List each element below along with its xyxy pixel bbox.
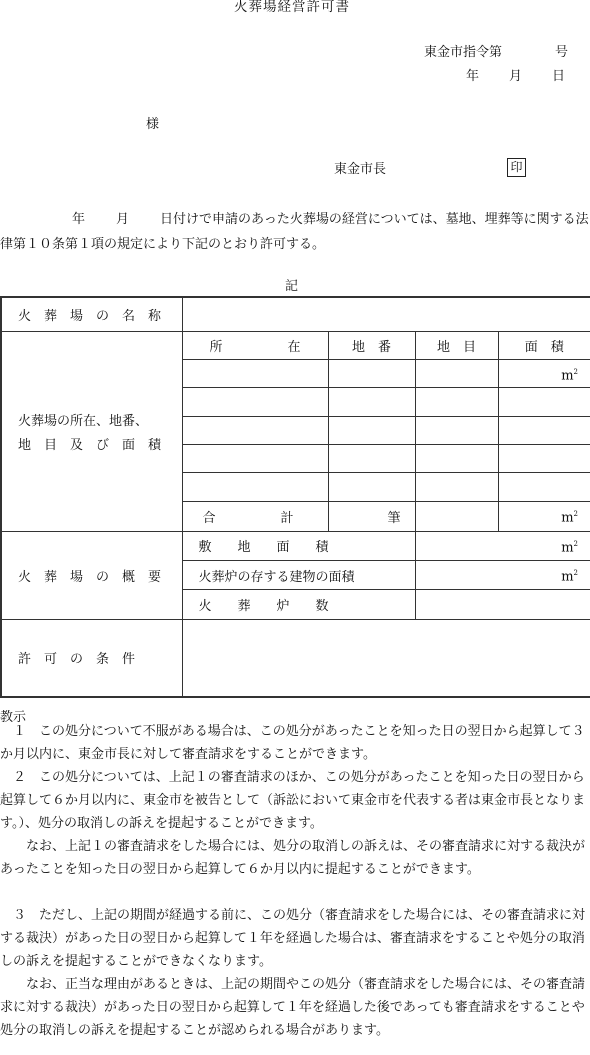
name-label: 火 葬 場 の 名 称 [1,297,182,331]
col-category-header: 地 目 [415,331,498,359]
instructions-heading: 教示 [0,710,27,725]
location-cell [182,444,328,472]
total-category-cell [415,501,498,531]
issuer: 東金市長 [334,162,387,177]
instruction-item-2-note: なお、上記１の審査請求をした場合には、処分の取消しの訴えは、その審査請求に対する裁決があったことを知った日の翌日から起算して６か月以内に提起することができます。 [0,839,586,877]
site-area-label: 敷 地 面 積 [182,531,415,560]
area-unit: $m^2$ [498,360,590,388]
date-day: 日 [552,69,566,84]
location-cell [182,473,328,501]
issue-date [466,70,565,83]
conditions-value [182,619,590,697]
building-area-unit: $m^2$ [415,561,590,590]
conditions-label: 許 可 の 条 件 [1,619,182,697]
site-area-unit: $m^2$ [415,531,590,560]
location-label [1,331,182,531]
document-number [424,45,569,60]
instruction-item-3-note: なお、正当な理由があるときは、上記の期間やこの処分（審査請求をした場合には、その審査請求に対する裁決）があった日の翌日から起算して１年を経過した後であっても審査請求をすることや処分の取消しの訴えを提起することが認められる場合があります。 [0,977,586,1038]
ki-heading: 記 [285,279,299,294]
category-cell [415,444,498,472]
location-cell [182,388,328,416]
instruction-item-1: １ この処分について不服がある場合は、この処分があったことを知った日の翌日から起算して３か月以内に、東金市長に対して審査請求をすることができます。 [0,724,585,762]
intro-month: 月 [116,212,130,227]
document-title: 火葬場経営許可書 [234,0,350,15]
date-year: 年 [466,69,480,84]
area-cell [498,444,590,472]
date-month: 月 [509,69,523,84]
name-value [182,297,590,331]
category-cell [415,416,498,444]
instruction-item-3: ３ ただし、上記の期間が経過する前に、この処分（審査請求をした場合には、その審査請求に対する裁決）があった日の翌日から起算して１年を経過した場合は、審査請求をすることや処分の取消しの訴えを提起することができなくなります。 [0,908,586,969]
overview-label: 火 葬 場 の 概 要 [1,531,182,619]
lot-cell [328,444,415,472]
total-area-unit: $m^2$ [498,501,590,531]
col-lot-header: 地 番 [328,331,415,359]
category-cell [415,360,498,388]
col-location-header: 所 在 [182,331,328,359]
area-cell [498,388,590,416]
total-unit: 筆 [328,501,415,531]
intro-text: 日付けで申請のあった火葬場の経営については、墓地、埋葬等に関する法律第１０条第１項の規定により下記のとおり許可する。 [0,212,589,252]
furnace-count-label: 火 葬 炉 数 [182,590,415,619]
lot-cell [328,388,415,416]
addressee-suffix: 様 [146,117,160,132]
intro-year: 年 [72,212,86,227]
category-cell [415,473,498,501]
instruction-item-2: ２ この処分については、上記１の審査請求のほか、この処分があったことを知った日の翌日から起算して６か月以内に、東金市を被告として（訴訟において東金市を代表する者は東金市長となります。）、処分の取消しの訴えを提起することができます。 [0,770,586,831]
location-cell [182,360,328,388]
location-label-line1: 火葬場の所在、地番、 [18,413,149,429]
document-number-label: 東金市指令第 [424,45,503,60]
lot-cell [328,360,415,388]
location-label-line2: 地 目 及 び 面 積 [18,437,162,453]
location-cell [182,416,328,444]
area-cell [498,416,590,444]
building-area-label: 火葬炉の存する建物の面積 [182,561,415,590]
area-cell [498,473,590,501]
lot-cell [328,416,415,444]
total-label: 合 計 [182,501,328,531]
furnace-count-value [415,590,590,619]
category-cell [415,388,498,416]
seal-stamp: 印 [507,158,526,177]
intro-paragraph [0,207,590,257]
document-number-suffix: 号 [555,45,569,60]
col-area-header: 面 積 [498,331,590,359]
permit-table [0,296,590,698]
lot-cell [328,473,415,501]
